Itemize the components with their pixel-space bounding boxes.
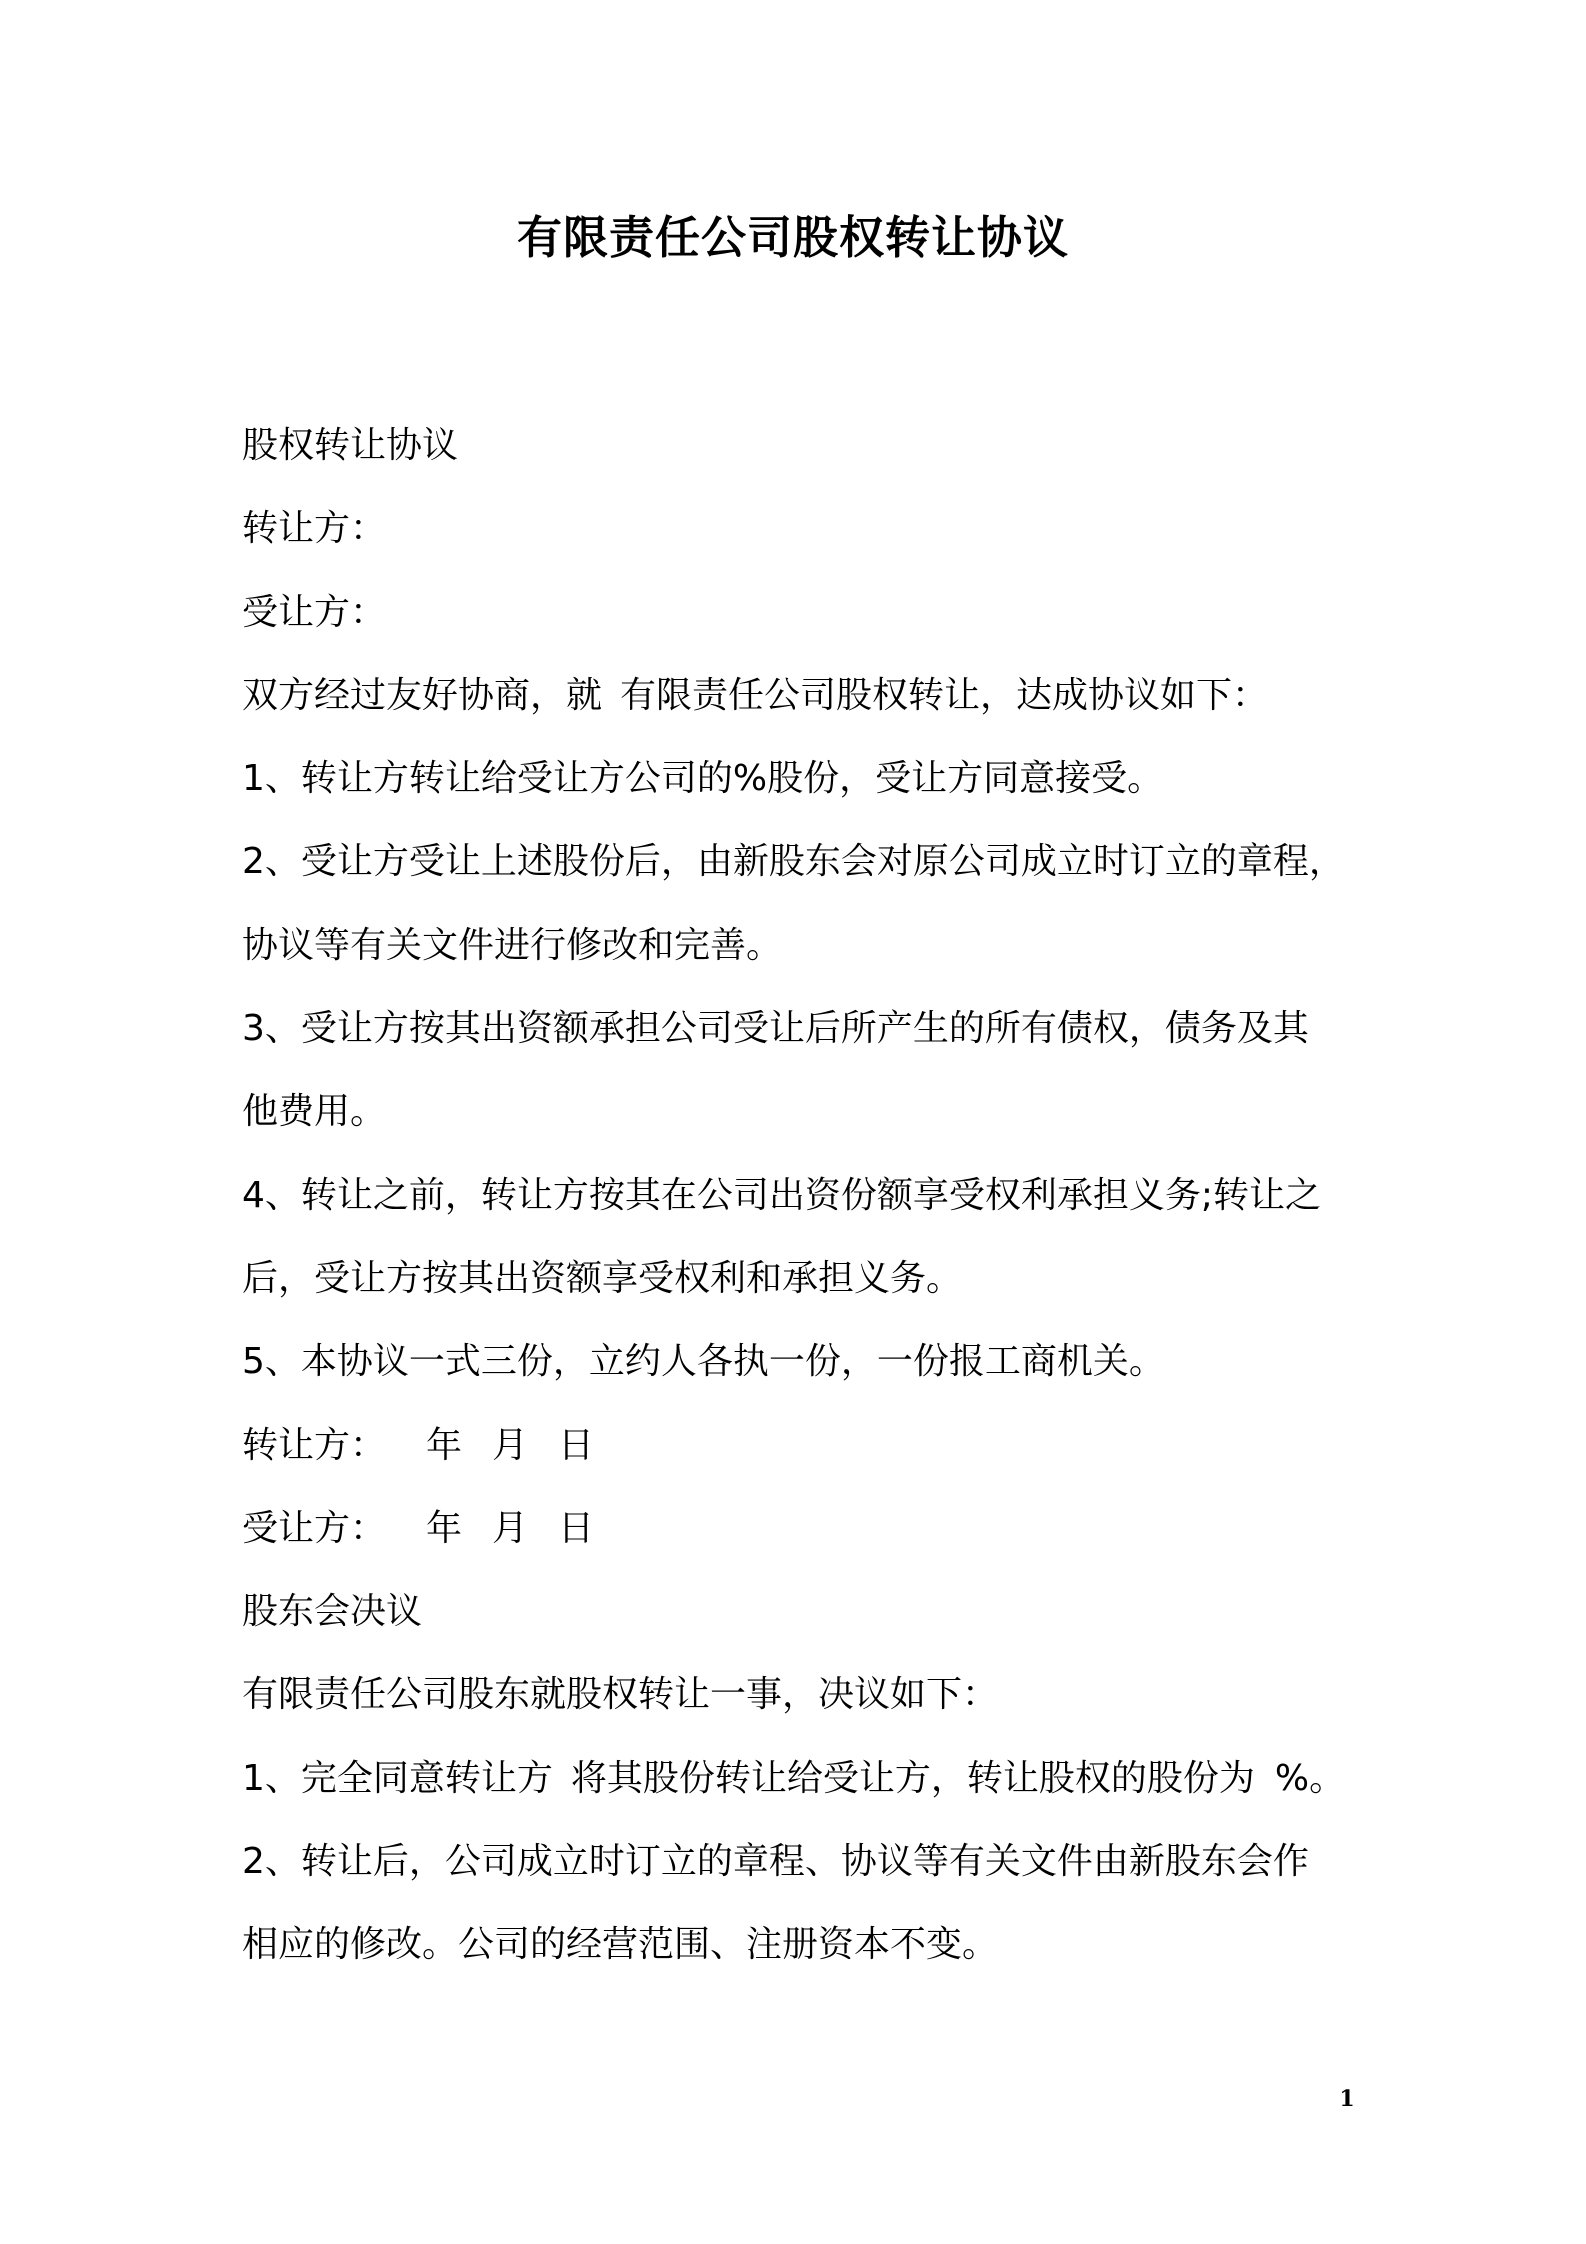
preamble-part-2: 有限责任公司股权转让，达成协议如下： <box>620 674 1269 716</box>
resolution-2-line-1: 2、转让后，公司成立时订立的章程、协议等有关文件由新股东会作 <box>242 1841 1309 1883</box>
transferor-month: 月 <box>492 1424 529 1466</box>
section-heading-agreement: 股权转让协议 <box>242 425 459 466</box>
document-body <box>242 404 1372 1987</box>
clause-4-line-2: 后，受让方按其出资额享受权利和承担义务。 <box>242 1257 963 1299</box>
resolution-2-line-2: 相应的修改。公司的经营范围、注册资本不变。 <box>242 1924 999 1966</box>
page-number: 1 <box>1339 2086 1355 2112</box>
preamble-part-1: 双方经过友好协商，就 <box>242 674 603 716</box>
resolution-intro: 有限责任公司股东就股权转让一事，决议如下： <box>242 1674 999 1716</box>
transferee-year: 年 <box>426 1507 463 1549</box>
clause-4-line-1: 4、转让之前，转让方按其在公司出资份额享受权利承担义务;转让之 <box>242 1174 1322 1216</box>
resolution-1 <box>242 1737 1372 1820</box>
transferor-signature-label: 转让方： <box>242 1424 387 1466</box>
resolution-1-part-3: %。 <box>1274 1757 1346 1799</box>
transferee-signature-line <box>242 1487 1372 1570</box>
clause-3-line-1: 3、受让方按其出资额承担公司受让后所产生的所有债权，债务及其 <box>242 1008 1309 1050</box>
clause-2-line-2: 协议等有关文件进行修改和完善。 <box>242 924 783 966</box>
document-title: 有限责任公司股权转让协议 <box>516 211 1069 264</box>
clause-1: 1、转让方转让给受让方公司的%股份，受让方同意接受。 <box>242 758 1164 800</box>
clause-3-line-2: 他费用。 <box>242 1091 387 1133</box>
section-heading-resolution: 股东会决议 <box>242 1591 423 1633</box>
transferor-label: 转让方： <box>242 508 387 550</box>
preamble-line <box>242 654 1372 737</box>
transferor-day: 日 <box>558 1424 595 1466</box>
clause-2-line-1: 2、受让方受让上述股份后，由新股东会对原公司成立时订立的章程， <box>242 841 1345 883</box>
resolution-1-part-1: 1、完全同意转让方 <box>242 1757 553 1799</box>
resolution-1-part-2: 将其股份转让给受让方，转让股权的股份为 <box>570 1757 1255 1799</box>
transferor-signature-line <box>242 1404 1372 1487</box>
transferee-day: 日 <box>558 1507 595 1549</box>
transferee-label: 受让方： <box>242 591 387 633</box>
clause-5: 5、本协议一式三份，立约人各执一份，一份报工商机关。 <box>242 1341 1165 1383</box>
transferor-year: 年 <box>426 1424 463 1466</box>
transferee-signature-label: 受让方： <box>242 1507 387 1549</box>
transferee-month: 月 <box>492 1507 529 1549</box>
